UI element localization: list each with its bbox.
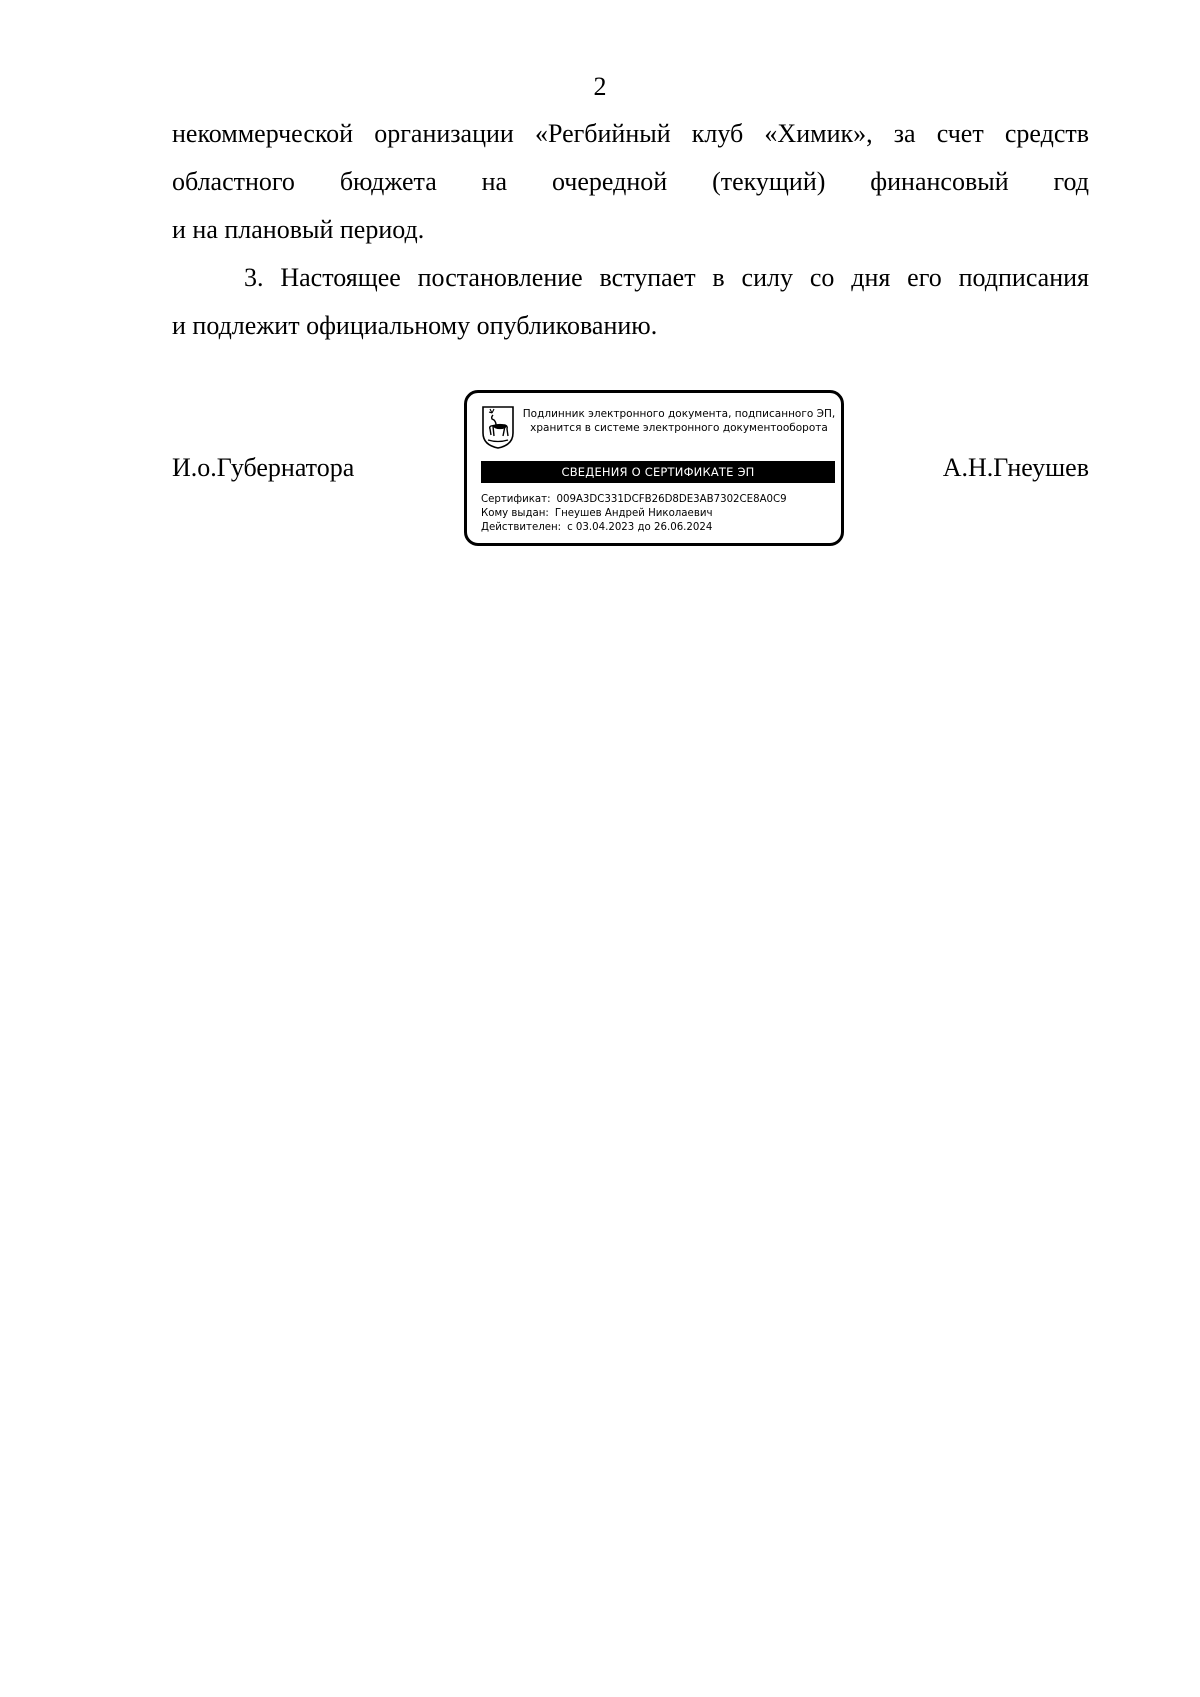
stamp-row-certificate	[481, 493, 835, 507]
page-number: 2	[593, 72, 607, 101]
issued-to-value: Гнеушев Андрей Николаевич	[554, 508, 713, 519]
certificate-value: 009A3DC331DCFB26D8DE3AB7302CE8A0C9	[556, 494, 787, 505]
stamp-header	[519, 407, 839, 435]
paragraph-1	[172, 110, 1089, 254]
paragraph-2-line-1-wrap	[172, 254, 1089, 302]
valid-label: Действителен:	[481, 522, 562, 533]
paragraph-2-line-1: 3. Настоящее постановление вступает в силу со дня его подписания	[244, 263, 1089, 292]
signer-title: И.о.Губернатора	[172, 453, 355, 482]
paragraph-2	[172, 254, 1089, 350]
stamp-certificate-info	[481, 493, 835, 535]
electronic-signature-stamp	[464, 390, 844, 546]
stamp-certificate-bar: СВЕДЕНИЯ О СЕРТИФИКАТЕ ЭП	[481, 461, 835, 483]
signer-name: А.Н.Гнеушев	[942, 453, 1089, 482]
paragraph-1-line-3: и на плановый период.	[172, 215, 425, 244]
stamp-row-valid	[481, 521, 835, 535]
certificate-label: Сертификат:	[481, 494, 551, 505]
valid-value: с 03.04.2023 до 26.06.2024	[567, 522, 713, 533]
stamp-row-issued-to	[481, 507, 835, 521]
paragraph-2-line-2: и подлежит официальному опубликованию.	[172, 311, 658, 340]
paragraph-1-line-2: областного бюджета на очередной (текущий) финансовый год	[172, 167, 1089, 196]
stamp-header-line-1: Подлинник электронного документа, подписанного ЭП,	[522, 408, 836, 420]
stamp-header-line-2: хранится в системе электронного документооборота	[530, 422, 828, 434]
issued-to-label: Кому выдан:	[481, 508, 549, 519]
coat-of-arms-deer-icon	[481, 405, 515, 449]
paragraph-1-line-1: некоммерческой организации «Регбийный клуб «Химик», за счет средств	[172, 119, 1089, 148]
